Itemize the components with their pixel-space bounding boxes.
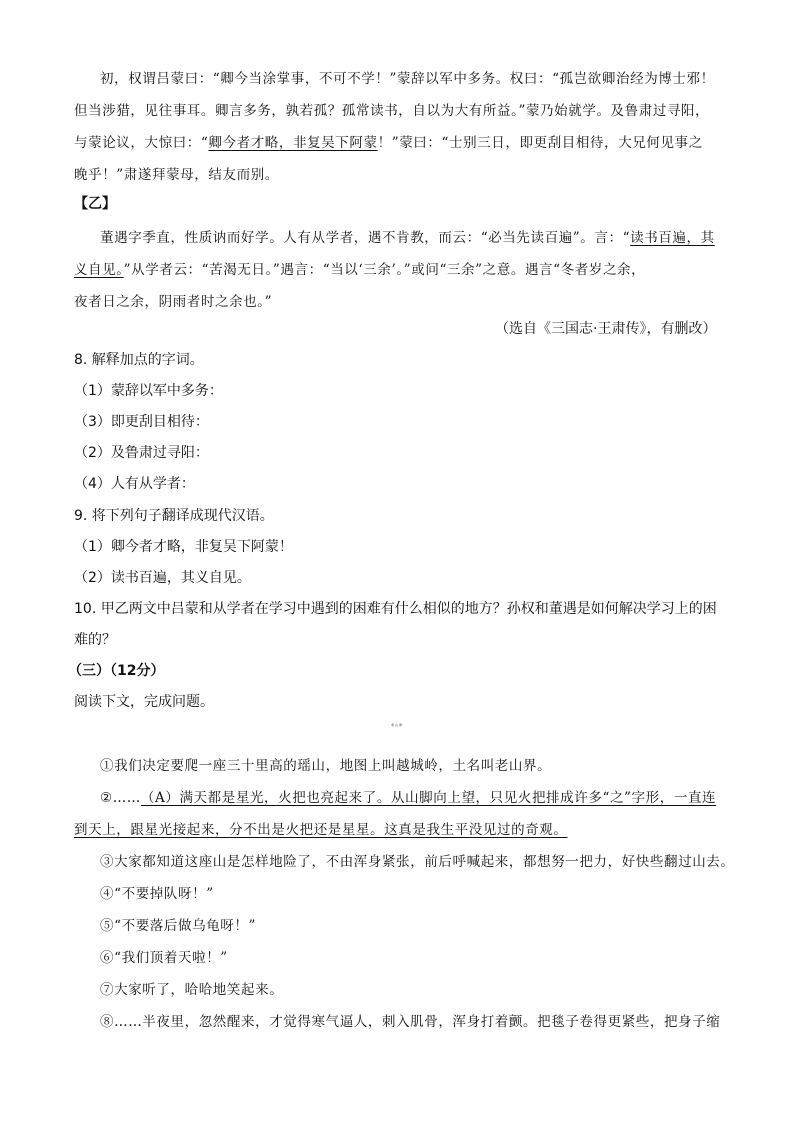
paragraph-2-underlined-a: （A）满天都是星光，火把也亮起来了。从山脚向上望，只见火把排成许多“之”字形，一直连: [140, 790, 717, 806]
question-8: 8. 解释加点的字词。: [74, 352, 204, 368]
section-3-instruction: 阅读下文，完成问题。: [74, 694, 214, 710]
question-10-line-1: 10. 甲乙两文中吕蒙和从学者在学习中遇到的困难有什么相似的地方？孙权和董遇是如何解决学习上的困: [74, 601, 717, 617]
question-8-item-4: （4）人有从学者：: [74, 476, 195, 492]
question-10-line-2: 难的？: [74, 632, 116, 648]
source-note: （选自《三国志·王肃传》，有删改）: [495, 321, 717, 337]
section-3-heading: （三）（12分）: [68, 663, 165, 679]
jia-passage-line-2: 但当涉猎，见往事耳。卿言多务，孰若孤？孤常读书，自以为大有所益。”蒙乃始就学。及鲁肃过寻阳，: [74, 103, 710, 119]
paragraph-2-marker: ②……: [100, 790, 141, 806]
article-title: 老山界: [390, 723, 403, 727]
article-paragraph-8: ⑧……半夜里，忽然醒来，才觉得寒气逼人，刺入肌骨，浑身打着颤。把毯子卷得更紧些，把身子缩: [100, 1014, 721, 1030]
article-paragraph-1: ①我们决定要爬一座三十里高的瑶山，地图上叫越城岭，土名叫老山界。: [100, 758, 552, 774]
yi-line-1-text-a: 董遇字季直，性质讷而好学。人有从学者，遇不肯教，而云：“必当先读百遍”。言：“: [100, 230, 631, 246]
yi-line-2-text-b: ”从学者云：“苦渴无日。”遇言：“当以‘三余’。”或问“三余”之意。遇言“冬者岁之余，: [123, 262, 646, 278]
question-8-item-1: （1）蒙辞以军中多务：: [74, 383, 223, 399]
yi-heading: 【乙】: [74, 196, 116, 212]
yi-line-1-underlined: 读书百遍，其: [630, 230, 715, 246]
question-9-item-2: （2）读书百遍，其义自见。: [74, 570, 251, 586]
jia-passage-line-4: 晚乎！”肃遂拜蒙母，结友而别。: [74, 167, 279, 183]
jia-line-3-underlined: 卿今者才略，非复吴下阿蒙: [208, 135, 378, 151]
article-paragraph-5: ⑤“不要落后做乌龟呀！”: [100, 918, 257, 934]
yi-passage-line-3: 夜者日之余，阴雨者时之余也。”: [74, 294, 273, 310]
article-paragraph-6: ⑥“我们顶着天啦！”: [100, 950, 228, 966]
jia-passage-line-1: 初，权谓吕蒙曰：“卿今当涂掌事，不可不学！”蒙辞以军中多务。权曰：“孤岂欲卿治经为博士邪！: [100, 71, 715, 87]
question-8-item-2: （2）及鲁肃过寻阳：: [74, 445, 209, 461]
article-paragraph-3: ③大家都知道这座山是怎样地险了，不由浑身紧张，前后呼喊起来，都想努一把力，好快些翻过山去。: [100, 854, 735, 870]
paragraph-2-underlined-b: 到天上，跟星光接起来，分不出是火把还是星星。这真是我生平没见过的奇观。: [74, 822, 568, 838]
article-paragraph-4: ④“不要掉队呀！”: [100, 886, 214, 902]
article-paragraph-2-line-2: [74, 818, 568, 838]
question-8-item-3: （3）即更刮目相待：: [74, 414, 209, 430]
question-9-item-1: （1）卿今者才略，非复吴下阿蒙！: [74, 539, 293, 555]
yi-passage-line-1: [100, 226, 715, 246]
question-9: 9. 将下列句子翻译成现代汉语。: [74, 508, 274, 524]
jia-passage-line-3: [74, 131, 703, 151]
yi-line-2-underlined: 义自见。: [74, 262, 124, 278]
yi-passage-line-2: [74, 258, 645, 278]
jia-line-3-text-b: ！”蒙曰：“士别三日，即更刮目相待，大兄何见事之: [377, 135, 703, 151]
jia-line-3-text-a: 与蒙论议，大惊曰：“: [74, 135, 209, 151]
article-paragraph-7: ⑦大家听了，哈哈地笑起来。: [100, 982, 284, 998]
article-paragraph-2-line-1: [100, 786, 716, 806]
